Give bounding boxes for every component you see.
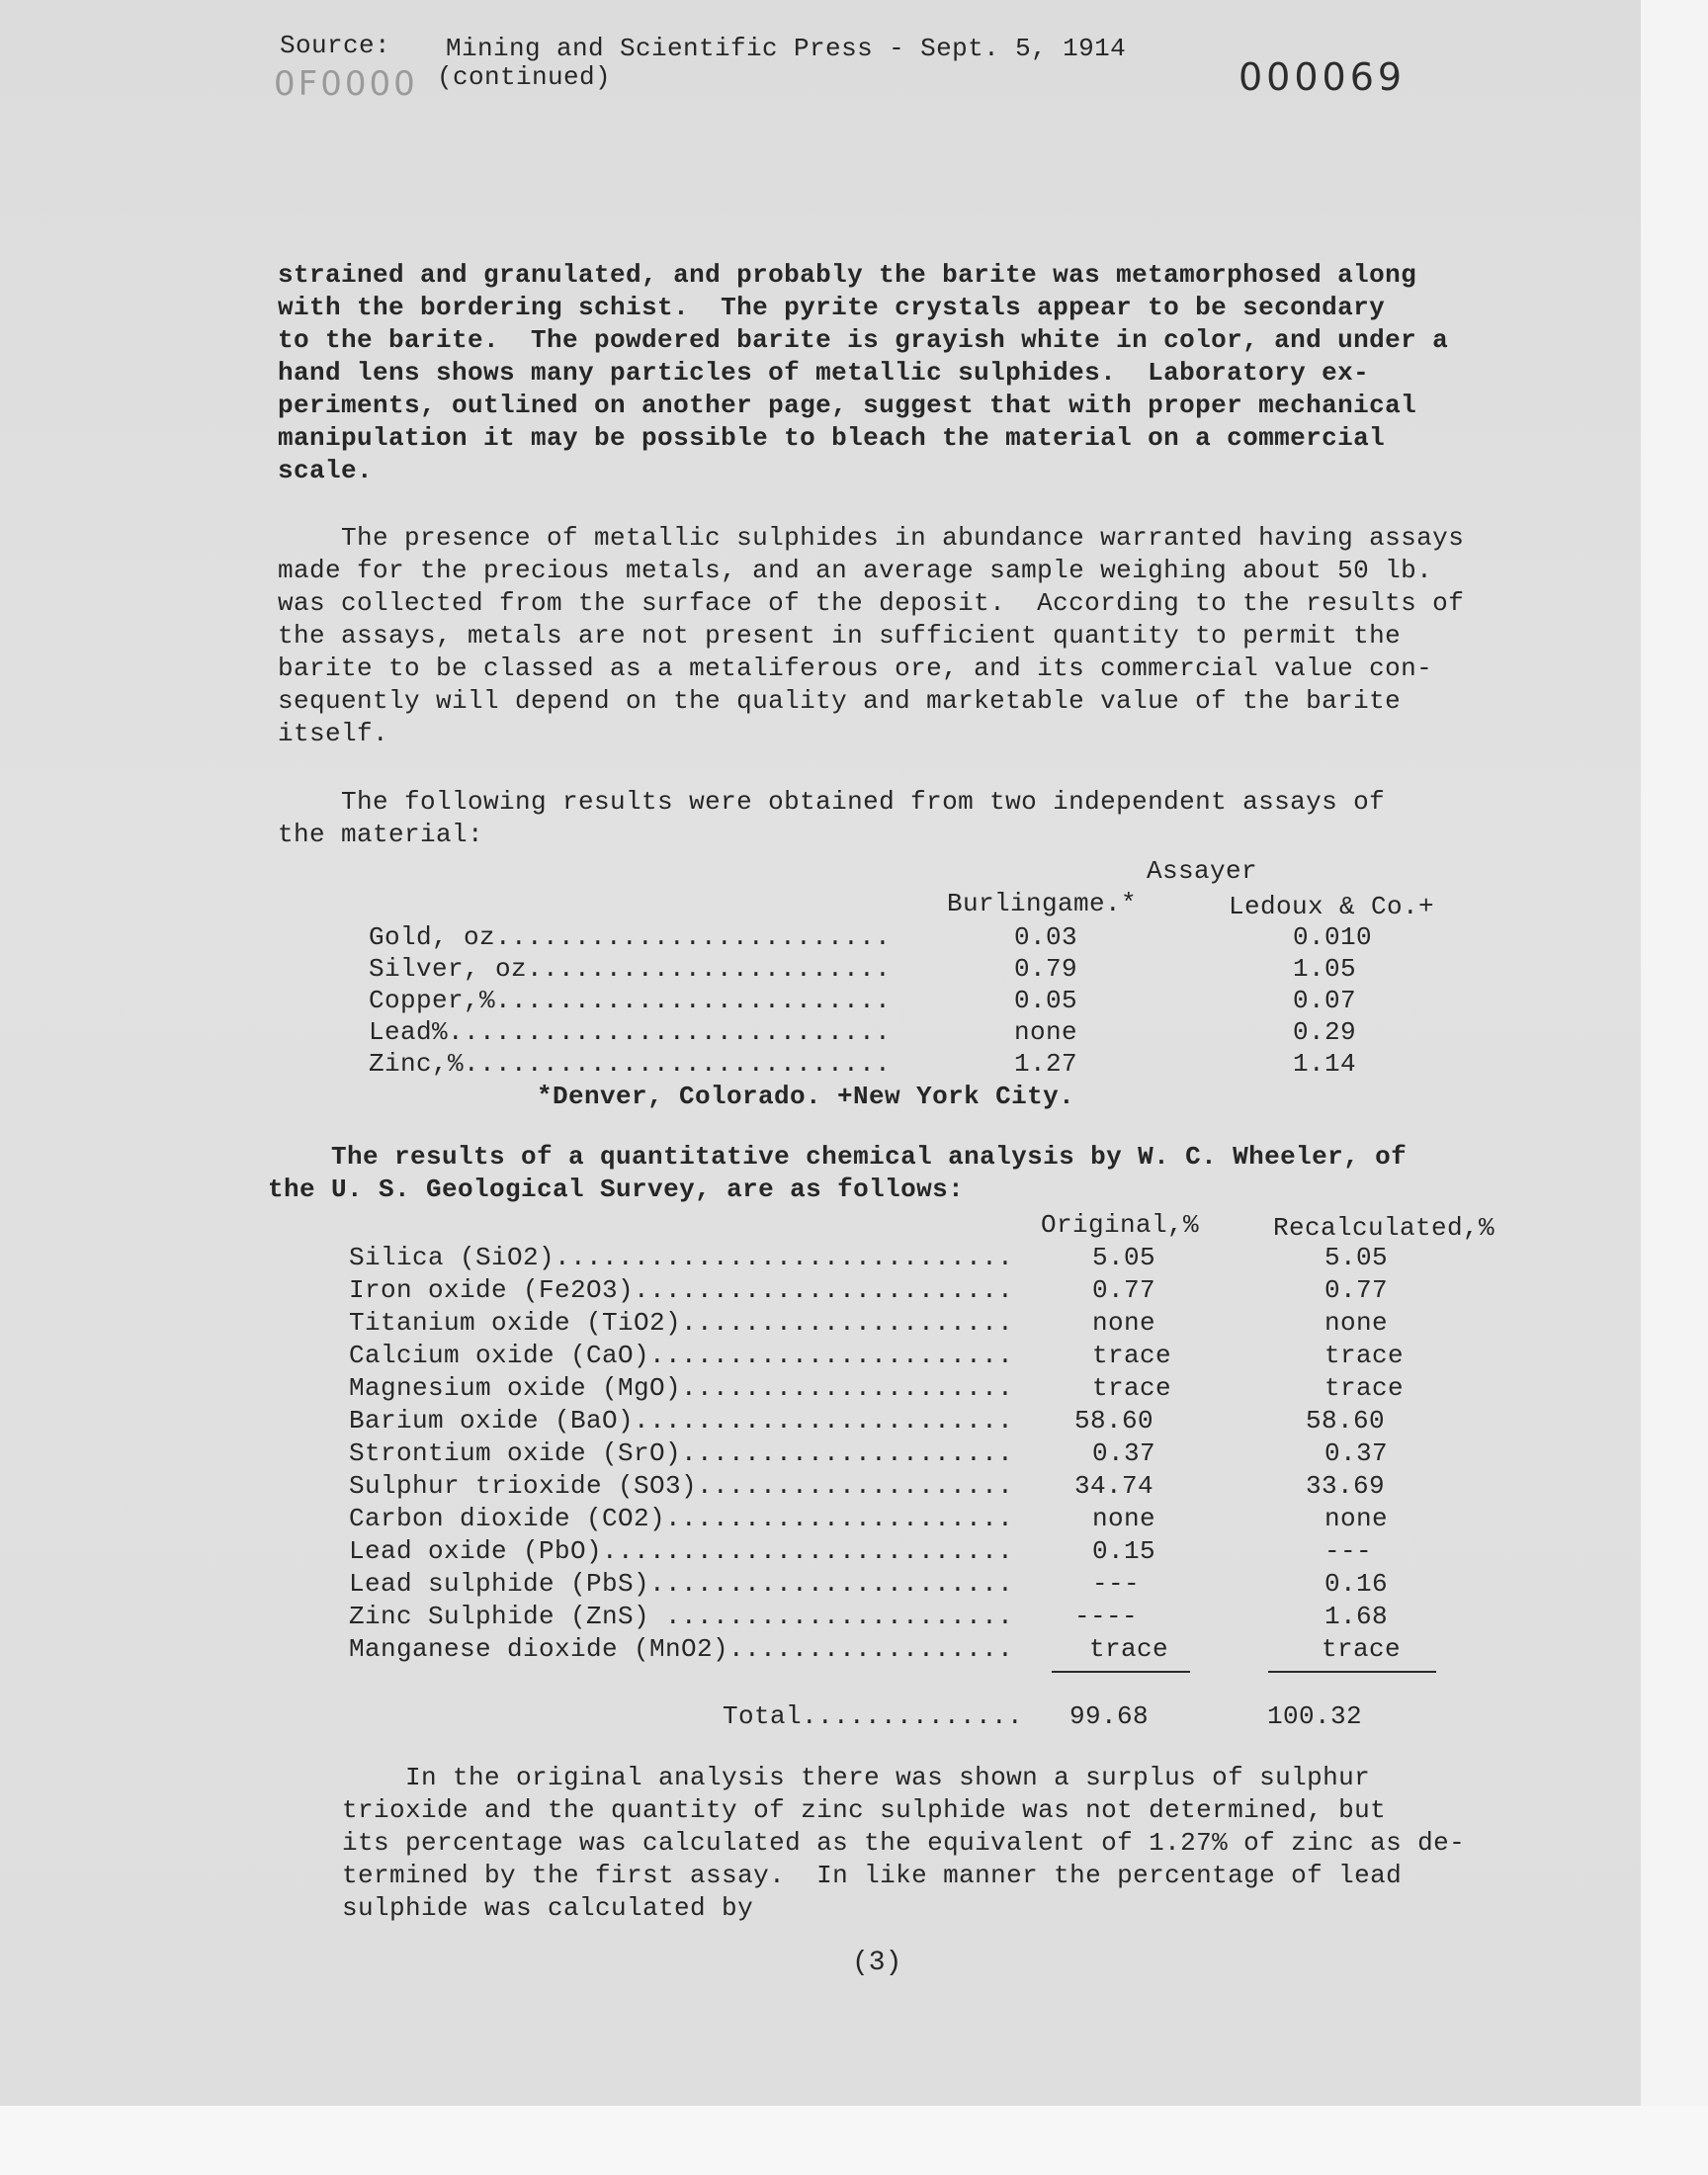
table-row — [0, 1016, 1483, 1049]
table-row — [0, 1470, 1483, 1503]
row-label: Lead oxide (PbO).......................... — [349, 1536, 1014, 1566]
recalculated-value: none — [1324, 1308, 1389, 1338]
row-label: Silica (SiO2)............................. — [349, 1243, 1014, 1272]
total-label: Total.............. — [723, 1701, 1024, 1731]
row-label: Copper,%......................... — [369, 986, 892, 1015]
original-value: ---- — [1074, 1602, 1139, 1631]
text-line: The following results were obtained from two independent assays of — [278, 787, 1386, 817]
scan-margin-bottom — [0, 2106, 1708, 2175]
text-line: the assays, metals are not present in sufficient quantity to permit the — [278, 621, 1402, 651]
paragraph-1 — [278, 259, 1448, 487]
recalculated-value: trace — [1324, 1373, 1405, 1403]
table-row — [0, 1242, 1483, 1274]
table-row — [0, 1535, 1483, 1568]
burlingame-value: 0.05 — [1014, 986, 1078, 1015]
faded-stamp-number: 0F0000 — [274, 64, 418, 104]
table-row — [0, 1274, 1483, 1307]
row-label: Lead sulphide (PbS)....................... — [349, 1569, 1014, 1599]
paragraph-5 — [342, 1762, 1465, 1925]
paragraph-2 — [278, 522, 1464, 750]
row-label: Zinc,%........................... — [369, 1049, 892, 1079]
ledoux-value: 1.05 — [1293, 954, 1357, 984]
recalculated-value: --- — [1324, 1536, 1373, 1566]
text-line: the U. S. Geological Survey, are as follows: — [268, 1174, 965, 1204]
original-value: trace — [1092, 1373, 1172, 1403]
row-label: Gold, oz......................... — [369, 922, 892, 952]
burlingame-value: 0.79 — [1014, 954, 1078, 984]
text-line: its percentage was calculated as the equivalent of 1.27% of zinc as de- — [342, 1828, 1466, 1858]
original-value: trace — [1092, 1341, 1172, 1370]
ledoux-value: 0.010 — [1293, 922, 1373, 952]
recalculated-value: 0.16 — [1324, 1569, 1389, 1599]
burlingame-value: none — [1014, 1017, 1078, 1047]
table-row — [0, 1340, 1483, 1372]
recalculated-value: 5.05 — [1324, 1243, 1389, 1272]
text-line: barite to be classed as a metaliferous ore, and its commercial value con- — [278, 653, 1433, 683]
text-line: The presence of metallic sulphides in abundance warranted having assays — [278, 523, 1465, 553]
recalculated-column-header: Recalculated,% — [1273, 1213, 1495, 1243]
assayer-group-header: Assayer — [1147, 856, 1258, 886]
row-label: Manganese dioxide (MnO2).................. — [349, 1634, 1014, 1664]
text-line: the material: — [278, 820, 484, 849]
table-row — [0, 1437, 1483, 1470]
recalculated-sum-rule — [1268, 1671, 1436, 1673]
ledoux-value: 0.07 — [1293, 986, 1357, 1015]
table-row — [0, 953, 1483, 986]
text-line: The results of a quantitative chemical analysis by W. C. Wheeler, of — [268, 1142, 1408, 1172]
row-label: Iron oxide (Fe2O3)........................ — [349, 1275, 1014, 1305]
paragraph-4 — [268, 1141, 1407, 1206]
text-line: termined by the first assay. In like manner the percentage of lead — [342, 1861, 1403, 1890]
assay-footnote: *Denver, Colorado. +New York City. — [537, 1082, 1075, 1111]
original-value: 0.77 — [1092, 1275, 1156, 1305]
table-row — [0, 985, 1483, 1017]
text-line: was collected from the surface of the deposit. According to the results of — [278, 588, 1465, 618]
text-line: with the bordering schist. The pyrite crystals appear to be secondary — [278, 293, 1386, 322]
row-label: Titanium oxide (TiO2)..................... — [349, 1308, 1014, 1338]
table-row — [0, 1601, 1483, 1633]
page-number: (3) — [852, 1948, 902, 1978]
table-row — [0, 1372, 1483, 1405]
original-value: none — [1092, 1504, 1156, 1533]
row-label: Sulphur trioxide (SO3).................... — [349, 1471, 1014, 1501]
table-row — [0, 1048, 1483, 1081]
ledoux-value: 1.14 — [1293, 1049, 1357, 1079]
row-label: Lead%............................ — [369, 1017, 892, 1047]
table-row — [0, 1405, 1483, 1437]
text-line: itself. — [278, 719, 389, 748]
paragraph-3 — [278, 786, 1385, 851]
burlingame-value: 0.03 — [1014, 922, 1078, 952]
row-label: Magnesium oxide (MgO)..................... — [349, 1373, 1014, 1403]
text-line: In the original analysis there was shown a surplus of sulphur — [342, 1763, 1371, 1792]
recalculated-value: 1.68 — [1324, 1602, 1389, 1631]
text-line: manipulation it may be possible to bleach the material on a commercial — [278, 423, 1386, 453]
row-label: Barium oxide (BaO)........................ — [349, 1406, 1014, 1436]
row-label: Carbon dioxide (CO2)...................... — [349, 1504, 1014, 1533]
original-value: 34.74 — [1074, 1471, 1154, 1501]
row-label: Calcium oxide (CaO)....................... — [349, 1341, 1014, 1370]
original-value: 58.60 — [1074, 1406, 1154, 1436]
text-line: to the barite. The powdered barite is grayish white in color, and under a — [278, 325, 1449, 355]
source-label: Source: — [280, 31, 391, 60]
text-line: strained and granulated, and probably the barite was metamorphosed along — [278, 260, 1417, 290]
table-row — [0, 1503, 1483, 1535]
table-row — [0, 1568, 1483, 1601]
table-row — [0, 921, 1483, 954]
total-row — [0, 1700, 1483, 1733]
text-line: sulphide was calculated by — [342, 1893, 754, 1923]
table-row — [0, 1307, 1483, 1340]
recalculated-value: 0.77 — [1324, 1275, 1389, 1305]
burlingame-column-header: Burlingame.* — [947, 889, 1138, 918]
recalculated-value: trace — [1322, 1634, 1402, 1664]
text-line: hand lens shows many particles of metallic sulphides. Laboratory ex- — [278, 358, 1370, 388]
original-value: 5.05 — [1092, 1243, 1156, 1272]
recalculated-value: none — [1324, 1504, 1389, 1533]
original-total: 99.68 — [1069, 1701, 1150, 1731]
original-value: 0.37 — [1092, 1438, 1156, 1468]
row-label: Zinc Sulphide (ZnS) ...................... — [349, 1602, 1014, 1631]
row-label: Silver, oz....................... — [369, 954, 892, 984]
burlingame-value: 1.27 — [1014, 1049, 1078, 1079]
original-value: trace — [1089, 1634, 1169, 1664]
ledoux-column-header: Ledoux & Co.+ — [1229, 892, 1435, 921]
text-line: trioxide and the quantity of zinc sulphide was not determined, but — [342, 1795, 1387, 1825]
original-value: 0.15 — [1092, 1536, 1156, 1566]
text-line: sequently will depend on the quality and marketable value of the barite — [278, 686, 1402, 716]
scan-margin-right — [1641, 0, 1708, 2106]
original-value: --- — [1092, 1569, 1141, 1599]
row-label: Strontium oxide (SrO)..................... — [349, 1438, 1014, 1468]
recalculated-total: 100.32 — [1267, 1701, 1363, 1731]
original-value: none — [1092, 1308, 1156, 1338]
ledoux-value: 0.29 — [1293, 1017, 1357, 1047]
recalculated-value: trace — [1324, 1341, 1405, 1370]
text-line: scale. — [278, 456, 374, 485]
table-row — [0, 1633, 1483, 1666]
original-sum-rule — [1052, 1671, 1190, 1673]
recalculated-value: 33.69 — [1306, 1471, 1386, 1501]
recalculated-value: 0.37 — [1324, 1438, 1389, 1468]
source-citation: Mining and Scientific Press - Sept. 5, 1914 — [446, 34, 1127, 63]
text-line: periments, outlined on another page, suggest that with proper mechanical — [278, 391, 1417, 420]
text-line: made for the precious metals, and an average sample weighing about 50 lb. — [278, 556, 1433, 585]
recalculated-value: 58.60 — [1306, 1406, 1386, 1436]
continued-note: (continued) — [437, 62, 612, 92]
original-column-header: Original,% — [1041, 1210, 1200, 1240]
document-number-stamp: 000069 — [1238, 55, 1407, 99]
